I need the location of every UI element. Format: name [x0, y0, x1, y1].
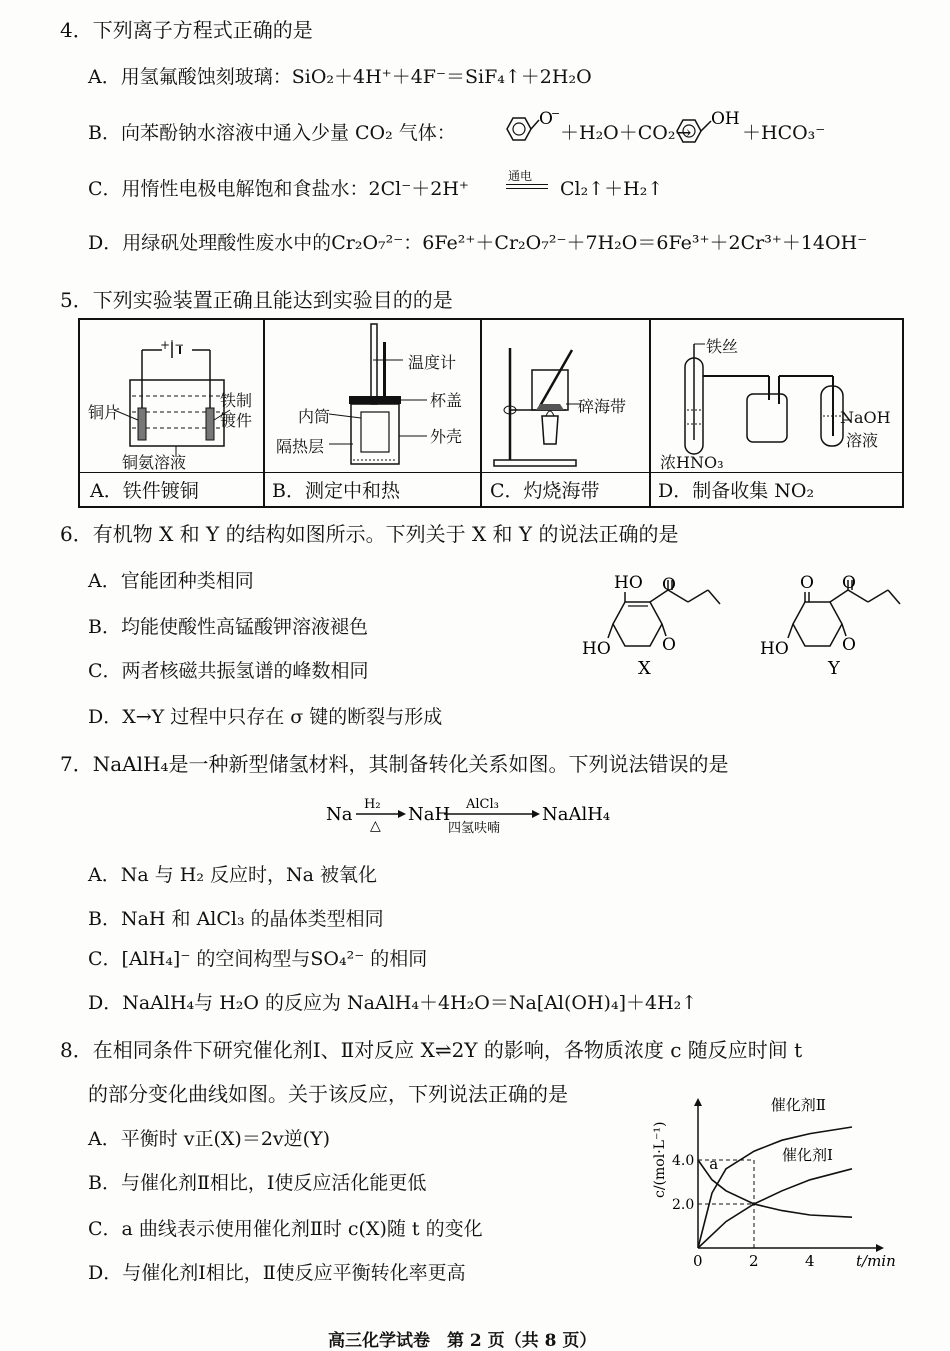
table-divider: [80, 472, 902, 473]
label-cuammine: 铜氨溶液: [122, 453, 187, 472]
condition-line: [506, 188, 548, 189]
q8-option-d: D．与催化剂Ⅰ相比，Ⅱ使反应平衡转化率更高: [88, 1262, 466, 1284]
q5-option-b: B．测定中和热: [272, 480, 400, 502]
q5-option-d: D．制备收集 NO₂: [658, 480, 815, 502]
q4-option-a: A．用氢氟酸蚀刻玻璃：SiO₂＋4H⁺＋4F⁻＝SiF₄↑＋2H₂O: [88, 66, 592, 88]
q7-stem: 7．NaAlH₄是一种新型储氢材料，其制备转化关系如图。下列说法错误的是: [60, 752, 729, 776]
battery-sign-label: +|−: [160, 338, 185, 352]
y-o-top-right: O: [842, 573, 856, 593]
q6-option-b: B．均能使酸性高锰酸钾溶液褪色: [88, 616, 368, 638]
preparation-scheme: [320, 790, 640, 840]
q4-stem: 4．下列离子方程式正确的是: [60, 18, 313, 42]
q8-stem-line1: 8．在相同条件下研究催化剂Ⅰ、Ⅱ对反应 X⇌2Y 的影响，各物质浓度 c 随反应时间 t: [60, 1038, 803, 1062]
q6-option-a: A．官能团种类相同: [88, 570, 254, 592]
benzene-ring-phenoxide: [507, 118, 531, 140]
label-iron-wire: 铁丝: [706, 337, 739, 356]
inner-cup: [361, 412, 389, 452]
q7-option-a: A．Na 与 H₂ 反应时，Na 被氧化: [88, 864, 377, 886]
label-thermometer: 温度计: [408, 353, 457, 372]
x-tick-label: 2: [749, 1252, 759, 1270]
annotation-a: a: [709, 1154, 719, 1173]
y-o-top-left: O: [800, 573, 814, 593]
q7-option-b: B．NaH 和 AlCl₃ 的晶体类型相同: [88, 908, 384, 930]
phenoxide-charge: −: [551, 107, 561, 120]
q4-option-b-middle: ＋H₂O＋CO₂→: [560, 122, 692, 144]
x-o-top: O: [662, 575, 676, 595]
x-axis-arrow: [876, 1244, 884, 1252]
q5-option-a: A．铁件镀铜: [90, 480, 199, 502]
y-axis-arrow: [694, 1098, 702, 1106]
scheme-h2: H₂: [364, 797, 381, 812]
label-iron: 铁制: [220, 391, 253, 410]
q7-option-d: D．NaAlH₄与 H₂O 的反应为 NaAlH₄＋4H₂O＝Na[Al(OH)₄]＋4H₂↑: [88, 992, 698, 1014]
stirrer: [383, 342, 386, 402]
q6-option-d: D．X→Y 过程中只存在 σ 键的断裂与形成: [88, 706, 443, 728]
q8-option-a: A．平衡时 v正(X)＝2v逆(Y): [88, 1128, 331, 1150]
scheme-nah: NaH: [408, 804, 451, 825]
c-o-bond: [531, 120, 539, 129]
scheme-heat: △: [370, 818, 381, 834]
scheme-thf: 四氢呋喃: [448, 821, 501, 836]
outer-shell: [351, 404, 399, 464]
iron-piece: [206, 408, 214, 440]
q4-option-b: [88, 118, 456, 145]
label-y: Y: [828, 658, 840, 679]
y-o-ring: O: [842, 635, 856, 655]
c-oh-bond: [701, 121, 711, 131]
x-tick-label: 4: [805, 1252, 815, 1270]
alcohol-lamp: [542, 416, 558, 444]
annotation-catalyst-2: 催化剂Ⅱ: [770, 1096, 827, 1114]
label-insulation: 隔热层: [276, 437, 325, 456]
q4-option-b-suffix: ＋HCO₃⁻: [742, 122, 826, 144]
q8-option-c: C．a 曲线表示使用催化剂Ⅱ时 c(X)随 t 的变化: [88, 1218, 483, 1240]
scheme-naalh4: NaAlH₄: [542, 804, 611, 825]
scheme-na: Na: [326, 804, 353, 825]
q4-option-c-products: Cl₂↑＋H₂↑: [560, 178, 664, 200]
collection-bottle: [747, 394, 787, 442]
label-lid: 杯盖: [430, 391, 463, 410]
condition-line: [506, 184, 548, 185]
cup-lid: [349, 396, 401, 404]
q4-option-d: D．用绿矾处理酸性废水中的Cr₂O₇²⁻：6Fe²⁺＋Cr₂O₇²⁻＋7H₂O＝6Fe³⁺＋2Cr³⁺＋14OH⁻: [88, 232, 868, 254]
label-inner: 内筒: [298, 407, 331, 426]
x-ho-bottom: HO: [582, 639, 611, 659]
q5-option-c: C．灼烧海带: [490, 480, 600, 502]
structures-x-y: [570, 574, 910, 684]
label-naoh: NaOH: [840, 408, 891, 427]
y-ho-bottom: HO: [760, 639, 789, 659]
label-x: X: [638, 658, 651, 679]
scheme-alcl3: AlCl₃: [466, 797, 499, 812]
label-seaweed: 碎海带: [578, 397, 627, 416]
y-tick-label: 4.0: [672, 1153, 695, 1169]
q6-stem: 6．有机物 X 和 Y 的结构如图所示。下列关于 X 和 Y 的说法正确的是: [60, 522, 679, 546]
annotation-catalyst-1: 催化剂Ⅰ: [782, 1146, 833, 1164]
glass-rod: [540, 350, 572, 406]
q5-stem: 5．下列实验装置正确且能达到实验目的的是: [60, 288, 453, 312]
label-copper: 铜片: [88, 403, 121, 422]
q8-option-b: B．与催化剂Ⅱ相比，Ⅰ使反应活化能更低: [88, 1172, 427, 1194]
page-footer: 高三化学试卷 第 2 页（共 8 页）: [328, 1331, 597, 1351]
x-o-ring: O: [662, 635, 676, 655]
phenol-oh: OH: [711, 109, 740, 129]
x-ho-top: HO: [614, 573, 643, 593]
x-tick-label: 0: [693, 1252, 703, 1270]
q4-option-c: C．用惰性电极电解饱和食盐水：2Cl⁻＋2H⁺: [88, 178, 469, 200]
thermometer: [371, 324, 377, 404]
series-line-2: [698, 1160, 852, 1217]
concentration-time-chart: [640, 1096, 896, 1276]
phenoxide-oxygen: O: [539, 109, 553, 129]
apparatus-table: [78, 318, 904, 508]
label-conc-hno3: 浓HNO₃: [660, 453, 724, 472]
label-shell: 外壳: [430, 427, 463, 446]
copper-plate: [138, 408, 146, 440]
q8-stem-line2: 的部分变化曲线如图。关于该反应，下列说法正确的是: [88, 1082, 568, 1106]
q4-option-b-prefix: B．向苯酚钠水溶液中通入少量 CO₂ 气体：: [88, 122, 456, 144]
ring-x: [613, 602, 662, 646]
q6-option-c: C．两者核磁共振氢谱的峰数相同: [88, 660, 369, 682]
x-axis-label: t/min: [856, 1252, 896, 1270]
aromatic-circle: [513, 123, 525, 135]
label-solution: 溶液: [846, 431, 879, 450]
q7-option-c: C．[AlH₄]⁻ 的空间构型与SO₄²⁻ 的相同: [88, 948, 428, 970]
y-axis-label: c/(mol·L⁻¹): [652, 1121, 668, 1198]
ring-y: [793, 602, 842, 646]
y-tick-label: 2.0: [672, 1197, 695, 1213]
label-plated: 镀件: [220, 411, 253, 430]
q4-condition-electrolysis: 通电: [508, 169, 533, 183]
